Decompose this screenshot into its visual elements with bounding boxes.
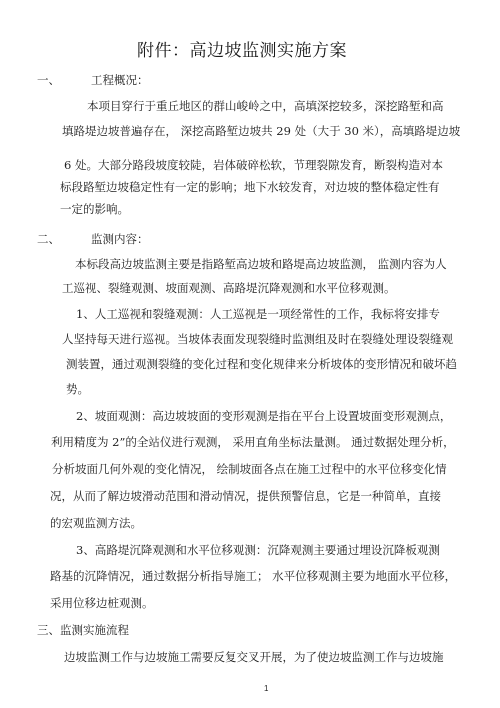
item2-line-3: 分析坡面几何外观的变化情况， 绘制坡面各点在施工过程中的水平位移变化情 [52, 462, 447, 476]
item3-line-1: 3、高路堤沉降观测和水平位移观测：沉降观测主要通过埋设沉降板观测 [76, 543, 440, 557]
section3-line-1: 边坡监测工作与边坡施工需要反复交叉开展，为了使边坡监测工作与边坡施 [64, 650, 444, 664]
section2-intro-line-2: 工巡视、裂缝观测、坡面观测、高路堤沉降观测和水平位移观测。 [62, 281, 396, 295]
item1-line-1: 1、人工巡视和裂缝观测：人工巡视是一项经常性的工作，我标将安排专 [76, 307, 440, 321]
section3-heading: 三、监测实施流程 [37, 623, 129, 637]
item1-line-2: 人坚持每天进行巡视。当坡体表面发现裂缝时监测组及时在裂缝处理设裂缝观 [62, 332, 453, 346]
section1-number: 一、 [37, 73, 60, 87]
section2-intro-line-1: 本标段高边坡监测主要是指路堑高边坡和路堤高边坡监测， 监测内容为人 [75, 257, 447, 271]
item3-line-3: 采用位移边桩观测。 [50, 596, 154, 610]
page-number: 1 [264, 684, 269, 693]
item2-line-5: 的宏观监测方法。 [50, 516, 142, 530]
section1-line-2: 填路堤边坡普遍存在， 深挖高路堑边坡共 29 处（大于 30 米），高填路堤边坡 [62, 124, 461, 138]
section1-line-5: 一定的影响。 [60, 202, 129, 216]
section1-line-3: 6 处。大部分路段坡度较陡，岩体破碎松软，节理裂隙发育，断裂构造对本 [64, 158, 443, 172]
section1-line-1: 本项目穿行于重丘地区的群山峻岭之中，高填深挖较多，深挖路堑和高 [87, 99, 444, 113]
item2-line-4: 况，从而了解边坡滑动范围和滑动情况，提供预警信息，它是一种简单，直接 [50, 489, 441, 503]
item1-line-3: 测装置，通过观测裂缝的变化过程和变化规律来分析坡体的变形情况和破坏趋 [66, 357, 457, 371]
item2-line-2: 利用精度为 2”的全站仪进行观测， 采用直角坐标法量测。 通过数据处理分析， [51, 435, 455, 449]
item2-line-1: 2、坡面观测：高边坡坡面的变形观测是指在平台上设置坡面变形观测点， [76, 409, 452, 423]
document-title: 附件：高边坡监测实施方案 [137, 41, 347, 61]
item3-line-2: 路基的沉降情况，通过数据分析指导施工； 水平位移观测主要为地面水平位移， [50, 569, 457, 583]
section2-number: 二、 [37, 232, 60, 246]
section1-heading: 工程概况： [91, 73, 149, 87]
section2-heading: 监测内容： [91, 232, 149, 246]
item1-line-4: 势。 [66, 382, 89, 396]
section1-line-4: 标段路堑边坡稳定性有一定的影响；地下水较发育，对边坡的整体稳定性有 [60, 180, 440, 194]
